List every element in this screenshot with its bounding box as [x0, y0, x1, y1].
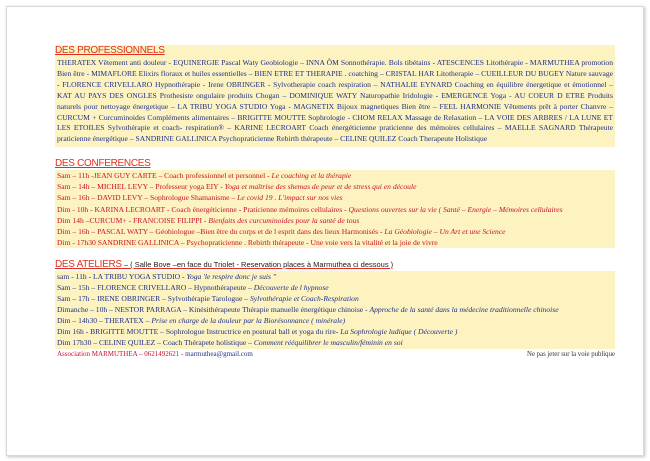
atelier-topic: La Sophrologie ludique ( Découverte ) — [340, 327, 458, 337]
atelier-speaker: Dim 17h30 – CELINE QUILEZ – Coach Thérapete holistique – — [57, 338, 254, 348]
conference-speaker: Sam – 16h – DAVID LEVY – Sophrologue Shamanisme – — [57, 193, 238, 203]
conference-topic: Bienfaits des curcuminoides pour la santé de tous — [208, 215, 360, 225]
atelier-speaker: Dimanche – 10h – NESTOR PARRAGA – Kinésithérapeute Thérapie manuelle énergétique chinoise - — [57, 305, 370, 315]
conferences-section — [55, 158, 615, 248]
conference-item — [55, 204, 615, 215]
conference-item — [55, 181, 615, 192]
ateliers-heading — [55, 259, 615, 271]
atelier-item — [55, 337, 615, 348]
atelier-topic: Sylvothérapie et Coach-Respiration — [249, 294, 359, 304]
association-name-phone: Association MARMUTHEA – 0621492621 - — [57, 349, 186, 358]
spacer — [55, 248, 615, 259]
conference-speaker: Dim - 10h - KARINA LECROART - Coach énergéticienne - Praticienne mémoires cellulaires - — [57, 204, 349, 214]
atelier-item — [55, 282, 615, 293]
conference-topic: La Géobiologie – Un Art et une Science — [384, 226, 506, 236]
ateliers-section — [55, 259, 615, 349]
conference-topic: Le coaching et la thérapie — [271, 171, 352, 181]
conference-item — [55, 215, 615, 226]
atelier-speaker: sam - 11h - LA TRIBU YOGA STUDIO - — [57, 271, 187, 281]
footer — [55, 349, 615, 360]
spacer — [55, 147, 615, 158]
atelier-item — [55, 293, 615, 304]
professionals-list: THERATEX Vêtement anti douleur - EQUINERGIE Pascal Waty Geobiologie – INNA ÔM Sonnothérapie. Bols tibétains - ATESCENCES Litothérapie - MARMUTHEA promotion Bien être - MIMAFLORE Elixirs floraux et huiles essentielles – BIEN ETRE ET THERAPIE . coatching – CRISTAL HAR Litotherapie – CUEILLEUR DU BUGEY Nature sauvage - FLORENCE CRIVELLARO Hypnothérapie - Irene OBRINGER - Sylvotherapie coach respiration – NATHALIE EYNARD Coaching en équilibre énergetique et émotionnel – KAT AU PAYS DES ONGLES Prothesiste ongulaire produits Chogan – DOMINIQUE WATY Naturopathie Iridologie - EMERGENCE Yoga - AU COEUR D ETRE Produits naturels pour nettoyage énergetique – LA TRIBU YOGA STUDIO Yoga - MAGNETIX Bijoux magnetiques Bien être – FEEL HARMONIE Vêtements prêt à porter Chanvre – CURCUM + Curcuminoides Compléments alimentaires – BRIGITTE MOUTTE Sophrologie - CHOM RELAX Massage de Relaxation – LA VOIE DES ARBRES / LA LUNE ET LES ETOILES Sylvothérapie et coach- respiration® – KARINE LECROART Coach énergéticienne praticienne des mémoires cellulaires – MAELLE SAGNARD Thérapeute praticienne énergétique – SANDRINE GALLINICA Psychopraticienne Rebirth thérapeute – CELINE QUILEZ Coach Therapeute Holistique — [57, 58, 613, 144]
atelier-topic: Comment rééquilibrer le masculin/féminin en soi — [253, 338, 403, 348]
atelier-speaker: Dim – 14h30 – THERATEX – — [57, 316, 152, 326]
conference-speaker: Sam – 14h – MICHEL LEVY – Professeur yoga EIY - — [57, 182, 225, 192]
email-link[interactable]: marmuthea@gmail.com — [185, 349, 253, 358]
association-contact — [57, 349, 253, 360]
ateliers-subtitle: – ( Salle Bove –en face du Triolet - Reservation places à Marmuthea ci dessous ) — [121, 259, 394, 269]
flyer-content — [55, 45, 615, 360]
ateliers-title: DES ATELIERS — [55, 258, 122, 270]
professionals-heading: DES PROFESSIONNELS — [55, 45, 165, 56]
atelier-topic: Découverte de l hypnose — [253, 283, 329, 292]
atelier-speaker: Dim 16h - BRIGITTE MOUTTE – Sophrologue Instructrice en postural ball et yoga du rire- — [57, 327, 341, 337]
conference-topic: Le covid 19 . L'impact sur nos vies — [237, 193, 343, 203]
conference-item — [55, 192, 615, 203]
atelier-item — [55, 315, 615, 326]
conference-topic: Questions ouvertes sur la vie ( Santé – Energie – Mémoires cellulaires — [348, 204, 563, 214]
conference-speaker: Sam – 11h -JEAN GUY CARTE – Coach professionnel et personnel - — [57, 171, 272, 181]
atelier-topic: Prise en charge de la douleur par la Biorésonnance ( minérale) — [151, 316, 346, 326]
conference-topic: Yoga et maîtrise des shemas de peur et de stress qui en découle — [224, 182, 417, 192]
conference-speaker: Dim - 17h30 SANDRINE GALLINICA – Psychopraticienne . Rebirth thérapeute - Une voie vers la vitalité et la joie de vivre — [57, 237, 438, 247]
conference-speaker: Dim – 16h – PASCAL WATY – Géobiologue –Bien être du corps et de l esprit dans des lieux Harmonisés - — [57, 226, 385, 236]
atelier-item — [55, 304, 615, 315]
atelier-topic: Yoga 'le respire donc je suis " — [186, 271, 277, 281]
atelier-speaker: Sam – 15h – FLORENCE CRIVELLARO – Hypnothérapeute – — [57, 283, 254, 292]
flyer-page — [6, 6, 644, 456]
recycle-notice: Ne pas jeter sur la voie publique — [527, 350, 615, 358]
conference-item — [55, 237, 615, 248]
conference-speaker: Dim 14h –CURCUM+ - FRANCOISE FILIPPI - — [57, 215, 209, 225]
professionals-section — [55, 45, 615, 147]
atelier-topic: Approche de la santé dans la médecine traditionnelle chinoise — [369, 305, 559, 315]
conference-item — [55, 226, 615, 237]
conference-item — [55, 170, 615, 181]
atelier-item — [55, 271, 615, 282]
atelier-speaker: Sam – 17h – IRENE OBRINGER – Sylvothérapie Tarologue – — [57, 294, 250, 304]
atelier-item — [55, 326, 615, 337]
conferences-heading: DES CONFERENCES — [55, 158, 151, 170]
